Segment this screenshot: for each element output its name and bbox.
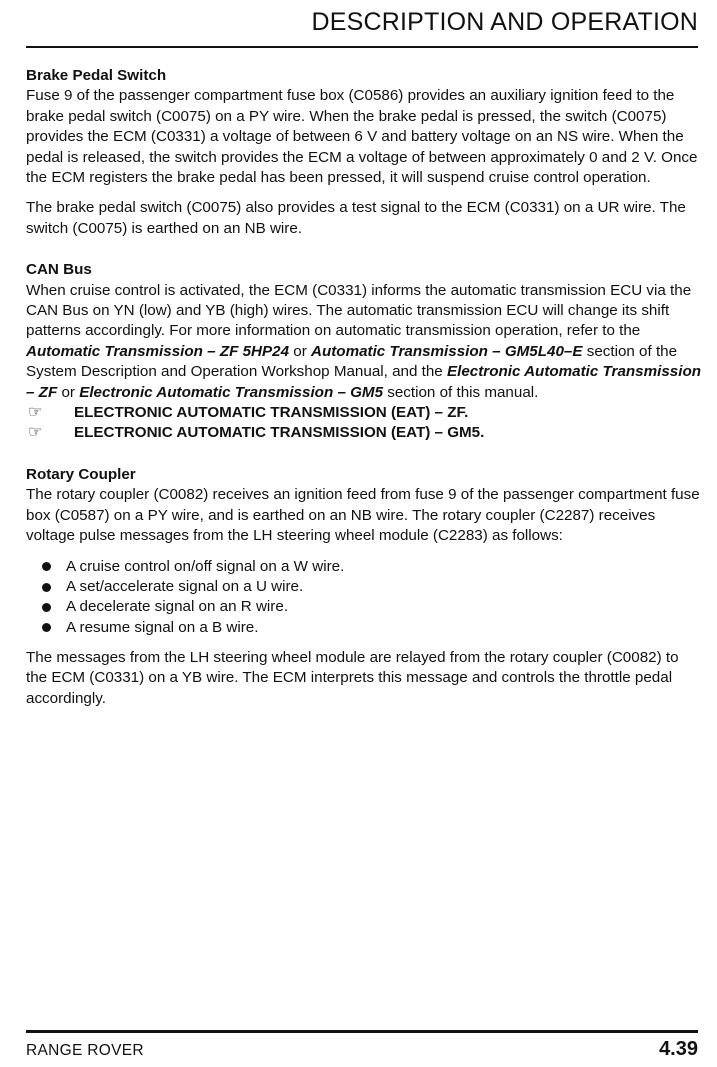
cross-reference-text: ELECTRONIC AUTOMATIC TRANSMISSION (EAT) – ZF. — [74, 404, 469, 422]
bullet-icon — [42, 583, 51, 592]
header-rule — [26, 46, 698, 48]
section-heading: Brake Pedal Switch — [26, 67, 167, 84]
cross-reference-text: ELECTRONIC AUTOMATIC TRANSMISSION (EAT) – GM5. — [74, 424, 485, 442]
cross-reference — [26, 403, 702, 423]
page-number: 4.39 — [659, 1038, 698, 1060]
page-content — [26, 66, 702, 709]
list-item — [26, 597, 702, 617]
list-item-text: A decelerate signal on an R wire. — [66, 598, 289, 616]
bullet-icon — [42, 603, 51, 612]
paragraph: The brake pedal switch (C0075) also provides a test signal to the ECM (C0331) on a UR wire. The switch (C0075) is earthed on an NB wire. — [26, 199, 686, 237]
paragraph-text: or — [57, 383, 80, 401]
bullet-icon — [42, 562, 51, 571]
brake-pedal-switch-section — [26, 66, 702, 239]
rotary-coupler-section — [26, 465, 702, 709]
footer-model: RANGE ROVER — [26, 1042, 144, 1059]
paragraph: The rotary coupler (C0082) receives an ignition feed from fuse 9 of the passenger compartment fuse box (C0587) on a PY wire, and is earthed on an NB wire. The rotary coupler (C2287) receives voltage pulse messages from the LH steering wheel module (C2283) as follows: — [26, 486, 700, 545]
bullet-icon — [42, 623, 51, 632]
manual-reference: Electronic Automatic Transmission – GM5 — [79, 383, 384, 401]
pointing-hand-icon: ☞ — [28, 424, 43, 442]
paragraph-text: section of this manual. — [383, 383, 539, 401]
manual-reference: Automatic Transmission – ZF 5HP24 — [26, 342, 290, 360]
list-item-text: A resume signal on a B wire. — [66, 618, 259, 636]
footer-rule — [26, 1030, 698, 1033]
list-item-text: A cruise control on/off signal on a W wire. — [66, 557, 345, 575]
manual-reference: Automatic Transmission – GM5L40–E — [311, 342, 583, 360]
paragraph: Fuse 9 of the passenger compartment fuse box (C0586) provides an auxiliary ignition feed to the brake pedal switch (C0075) on a PY wire. When the brake pedal is pressed, the switch (C0075) provides the ECM (C0331) a voltage of between 6 V and battery voltage on an NS wire. When the pedal is released, the switch provides the ECM a voltage of between approximately 0 and 2 V. Once the ECM registers the brake pedal has been pressed, it will suspend cruise control operation. — [26, 87, 698, 187]
page-header-title: DESCRIPTION AND OPERATION — [311, 8, 698, 36]
list-item — [26, 577, 702, 597]
list-item — [26, 557, 702, 577]
bullet-list — [26, 557, 702, 639]
list-item-text: A set/accelerate signal on a U wire. — [66, 577, 304, 595]
can-bus-section — [26, 260, 702, 444]
section-heading: CAN Bus — [26, 261, 92, 279]
cross-reference — [26, 423, 702, 443]
paragraph: The messages from the LH steering wheel module are relayed from the rotary coupler (C0082) to the ECM (C0331) on a YB wire. The ECM interprets this message and controls the throttle pedal accordingly. — [26, 649, 679, 707]
paragraph-text: When cruise control is activated, the ECM (C0331) informs the automatic transmission ECU via the CAN Bus on YN (low) and YB (high) wires. The automatic transmission ECU will change its shift patterns accordingly. For more information on automatic transmission operation, refer to the — [26, 281, 692, 340]
section-heading: Rotary Coupler — [26, 465, 136, 483]
paragraph-text: or — [289, 342, 311, 360]
paragraph-text: section of the System Description and Operation Workshop Manual, and the — [26, 342, 678, 381]
manual-reference: Electronic Automatic Transmission – ZF — [26, 363, 702, 401]
list-item — [26, 618, 702, 638]
pointing-hand-icon: ☞ — [28, 404, 43, 422]
paragraph — [26, 281, 702, 403]
